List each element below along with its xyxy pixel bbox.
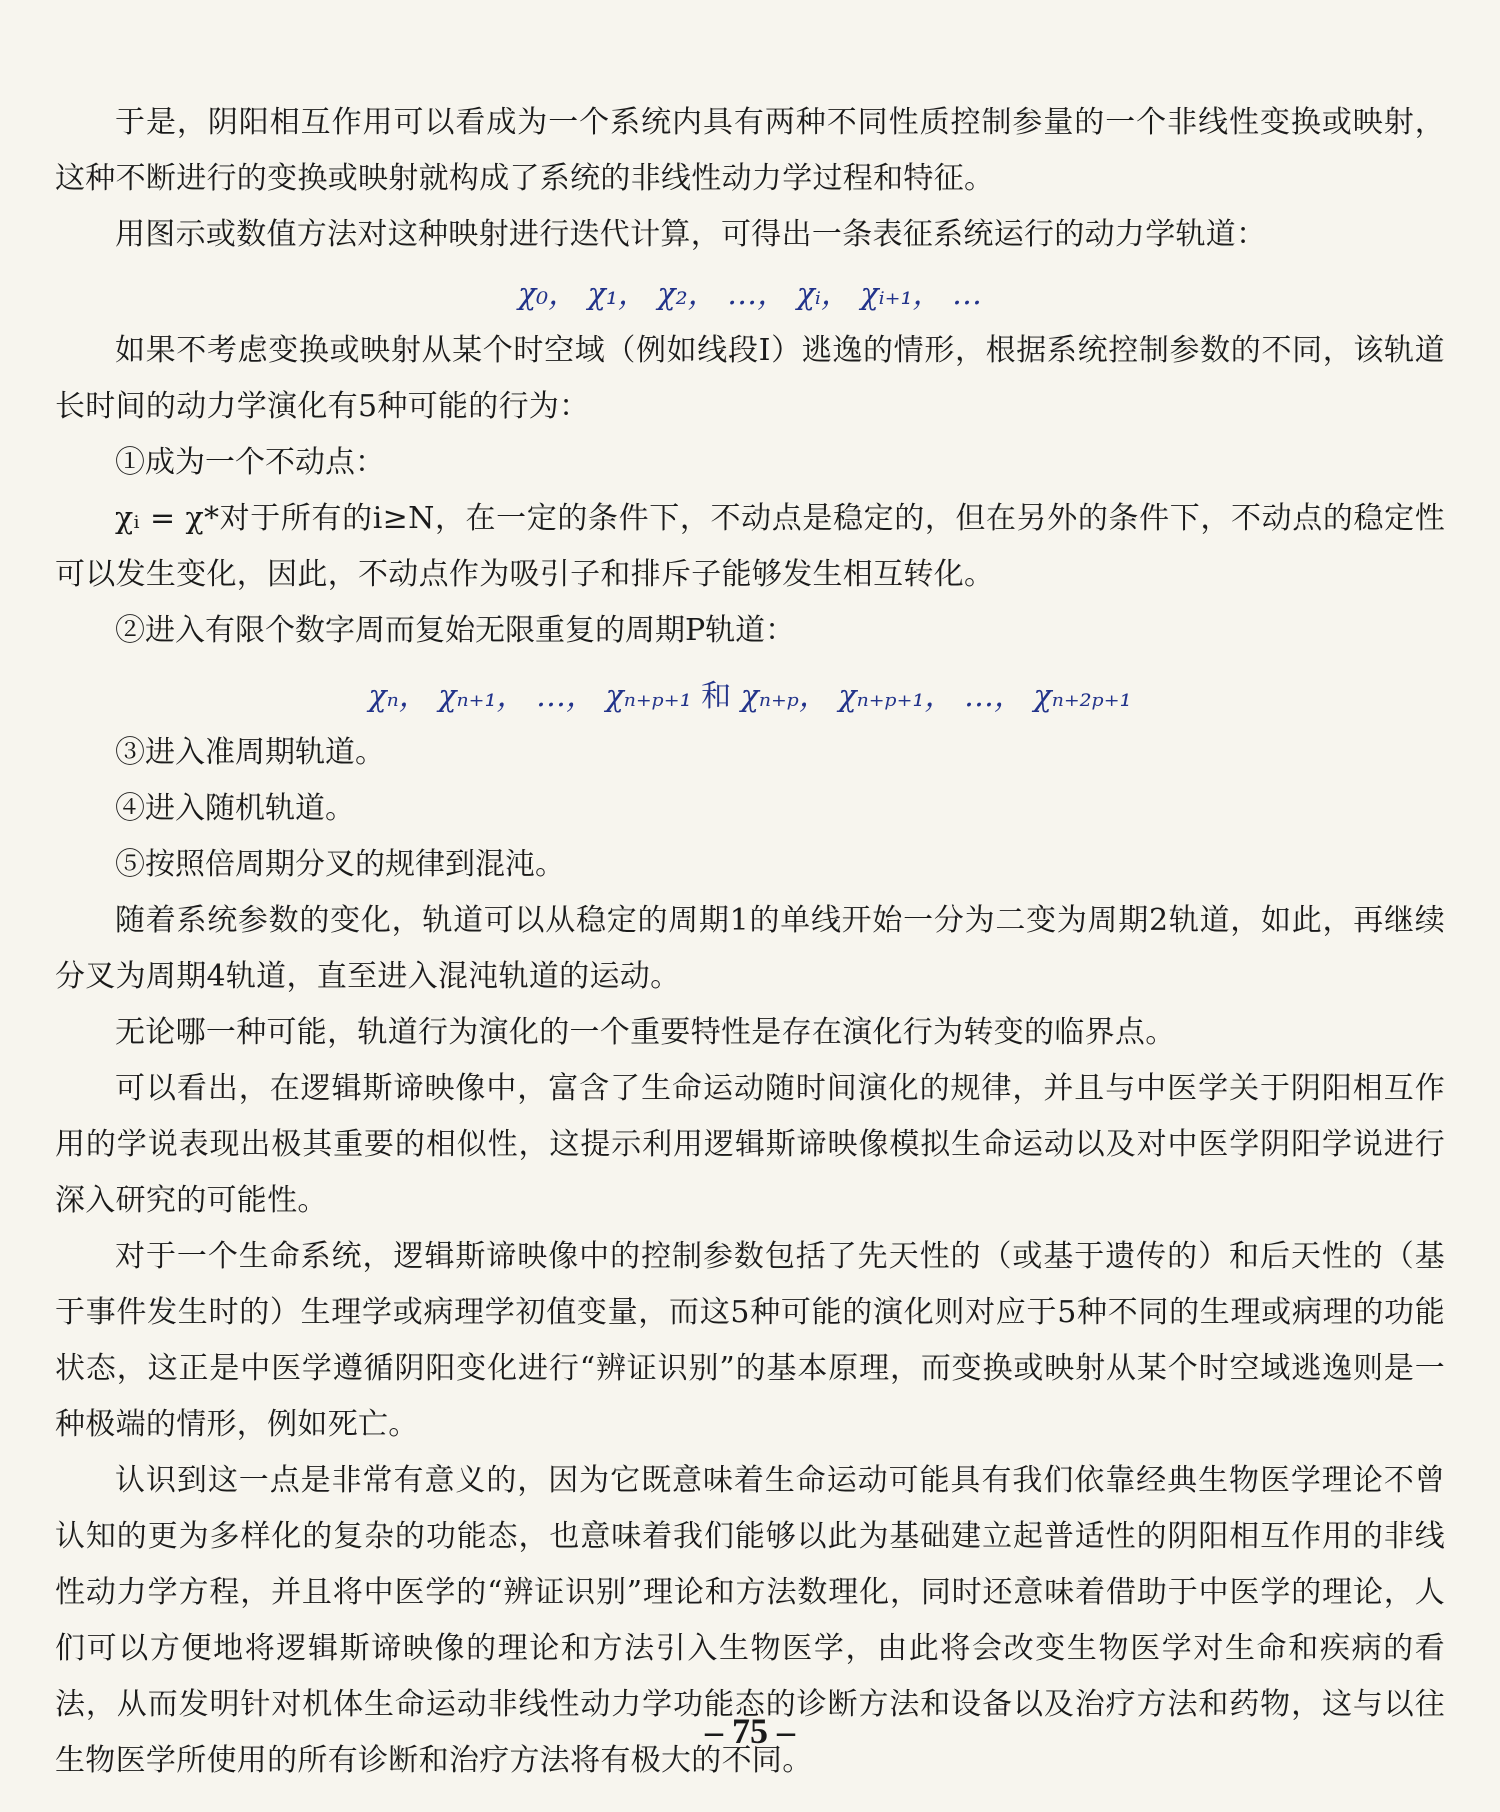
list-item-1: ①成为一个不动点： xyxy=(115,445,385,480)
paragraph-3: 如果不考虑变换或映射从某个时空域（例如线段I）逃逸的情形，根据系统控制参数的不同，该轨道长时间的动力学演化有5种可能的行为： xyxy=(55,333,1445,424)
paragraph-2: 用图示或数值方法对这种映射进行迭代计算，可得出一条表征系统运行的动力学轨道： xyxy=(115,217,1267,252)
formula-period-orbit xyxy=(55,669,1445,725)
paragraph-fixed-point: χᵢ = χ*对于所有的i≥N，在一定的条件下，不动点是稳定的，但在另外的条件下，不动点的稳定性可以发生变化，因此，不动点作为吸引子和排斥子能够发生相互转化。 xyxy=(55,501,1445,592)
formula-period-part-2: χₙ₊ₚ， χₙ₊ₚ₊₁， …， χₙ₊₂ₚ₊₁ xyxy=(740,679,1132,714)
list-item-3: ③进入准周期轨道。 xyxy=(115,735,385,770)
body-text xyxy=(55,95,1445,1789)
formula-period-part-1: χₙ， χₙ₊₁， …， χₙ₊ₚ₊₁ xyxy=(368,679,692,714)
list-item-2: ②进入有限个数字周而复始无限重复的周期P轨道： xyxy=(115,613,796,648)
paragraph-1: 于是，阴阳相互作用可以看成为一个系统内具有两种不同性质控制参量的一个非线性变换或映射，这种不断进行的变换或映射就构成了系统的非线性动力学过程和特征。 xyxy=(55,105,1445,196)
paragraph-7: 可以看出，在逻辑斯谛映像中，富含了生命运动随时间演化的规律，并且与中医学关于阴阳相互作用的学说表现出极其重要的相似性，这提示利用逻辑斯谛映像模拟生命运动以及对中医学阴阳学说进行深入研究的可能性。 xyxy=(55,1071,1445,1218)
page-number: – 75 – xyxy=(705,1711,795,1751)
formula-trajectory: χ₀， χ₁， χ₂， …， χᵢ， χᵢ₊₁， … xyxy=(517,277,983,312)
paragraph-6: 无论哪一种可能，轨道行为演化的一个重要特性是存在演化行为转变的临界点。 xyxy=(115,1015,1176,1050)
paragraph-8: 对于一个生命系统，逻辑斯谛映像中的控制参数包括了先天性的（或基于遗传的）和后天性的（基于事件发生时的）生理学或病理学初值变量，而这5种可能的演化则对应于5种不同的生理或病理的功能状态，这正是中医学遵循阴阳变化进行“辨证识别”的基本原理，而变换或映射从某个时空域逃逸则是一种极端的情形，例如死亡。 xyxy=(55,1239,1445,1442)
paragraph-5: 随着系统参数的变化，轨道可以从稳定的周期1的单线开始一分为二变为周期2轨道，如此，再继续分叉为周期4轨道，直至进入混沌轨道的运动。 xyxy=(55,903,1445,994)
paragraph-9: 认识到这一点是非常有意义的，因为它既意味着生命运动可能具有我们依靠经典生物医学理论不曾认知的更为多样化的复杂的功能态，也意味着我们能够以此为基础建立起普适性的阴阳相互作用的非线性动力学方程，并且将中医学的“辨证识别”理论和方法数理化，同时还意味着借助于中医学的理论，人们可以方便地将逻辑斯谛映像的理论和方法引入生物医学，由此将会改变生物医学对生命和疾病的看法，从而发明针对机体生命运动非线性动力学功能态的诊断方法和设备以及治疗方法和药物，这与以往生物医学所使用的所有诊断和治疗方法将有极大的不同。 xyxy=(55,1463,1445,1778)
list-item-4: ④进入随机轨道。 xyxy=(115,791,355,826)
list-item-5: ⑤按照倍周期分叉的规律到混沌。 xyxy=(115,847,565,882)
formula-and: 和 xyxy=(701,679,732,714)
